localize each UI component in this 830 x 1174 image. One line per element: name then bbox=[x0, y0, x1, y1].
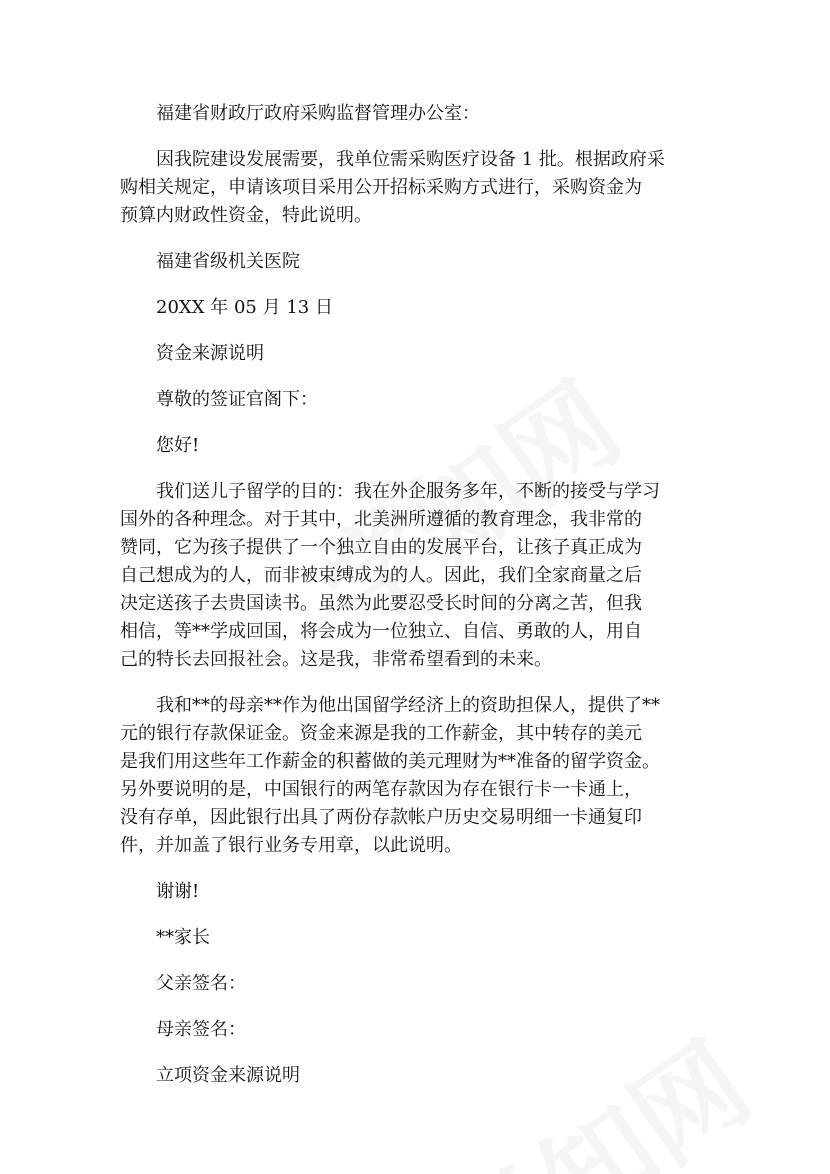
para1-line-2: 国外的各种理念。对于其中，北美洲所遵循的教育理念，我非常的 bbox=[120, 509, 642, 530]
next-title: 立项资金来源说明 bbox=[156, 1065, 300, 1086]
org-signature: 福建省级机关医院 bbox=[156, 251, 300, 272]
para1-line-4: 自己想成为的人，而非被束缚成为的人。因此，我们全家商量之后 bbox=[120, 565, 642, 586]
salutation: 尊敬的签证官阁下： bbox=[156, 389, 318, 410]
thanks: 谢谢! bbox=[156, 881, 200, 902]
body1-line-3: 预算内财政性资金，特此说明。 bbox=[120, 205, 372, 226]
body1-line-1: 因我院建设发展需要，我单位需采购医疗设备 1 批。根据政府采 bbox=[156, 149, 665, 170]
date: 20XX 年 05 月 13 日 bbox=[156, 297, 333, 318]
para1-line-1: 我们送儿子留学的目的：我在外企服务多年，不断的接受与学习 bbox=[156, 481, 660, 502]
para1-line-3: 赞同，它为孩子提供了一个独立自由的发展平台，让孩子真正成为 bbox=[120, 537, 642, 558]
para1-line-5: 决定送孩子去贵国读书。虽然为此要忍受长时间的分离之苦，但我 bbox=[120, 593, 642, 614]
para2-line-3: 是我们用这些年工作薪金的积蓄做的美元理财为**准备的留学资金。 bbox=[120, 751, 660, 772]
para2-line-1: 我和**的母亲**作为他出国留学经济上的资助担保人，提供了** bbox=[156, 695, 660, 716]
addressee: 福建省财政厅政府采购监督管理办公室： bbox=[156, 103, 480, 124]
greeting: 您好! bbox=[156, 435, 200, 456]
mother-sign: 母亲签名： bbox=[156, 1019, 246, 1040]
section-title: 资金来源说明 bbox=[156, 343, 264, 364]
para2-line-5: 没有存单，因此银行出具了两份存款帐户历史交易明细一卡通复印 bbox=[120, 807, 642, 828]
para2-line-4: 另外要说明的是，中国银行的两笔存款因为存在银行卡一卡通上， bbox=[120, 779, 642, 800]
father-sign: 父亲签名： bbox=[156, 973, 246, 994]
para1-line-6: 相信，等**学成回国，将会成为一位独立、自信、勇敢的人，用自 bbox=[120, 621, 642, 642]
para1-line-7: 己的特长去回报社会。这是我，非常希望看到的未来。 bbox=[120, 649, 552, 670]
body1-line-2: 购相关规定，申请该项目采用公开招标采购方式进行，采购资金为 bbox=[120, 177, 642, 198]
document-body bbox=[120, 100, 700, 1090]
para2-line-2: 元的银行存款保证金。资金来源是我的工作薪金，其中转存的美元 bbox=[120, 723, 642, 744]
para2-line-6: 件，并加盖了银行业务专用章，以此说明。 bbox=[120, 835, 462, 856]
parent-sign: **家长 bbox=[156, 927, 210, 948]
